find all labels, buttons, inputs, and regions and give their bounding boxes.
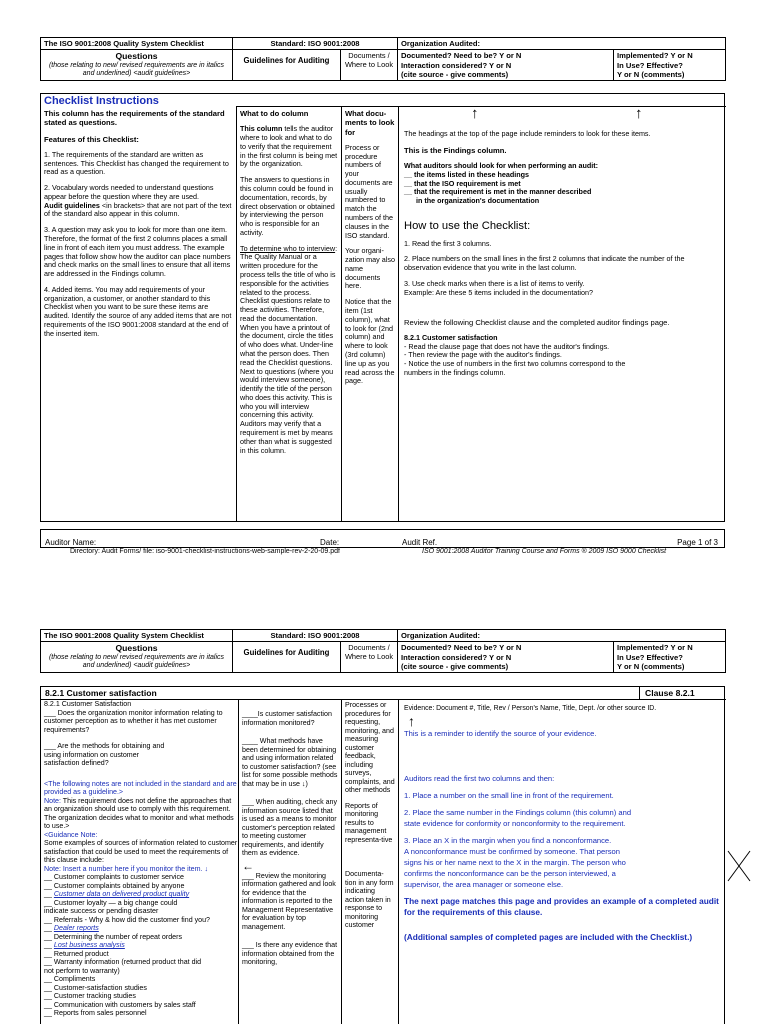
documents-header: Documents / Where to Look	[341, 642, 398, 673]
checklist-instructions-title: Checklist Instructions	[44, 95, 159, 107]
audit-ref-label: Audit Ref.	[402, 538, 438, 547]
checklist-title: The ISO 9001:2008 Quality System Checklist	[41, 630, 233, 642]
date-label: Date:	[320, 538, 340, 547]
customer-satisfaction-title: 8.2.1 Customer satisfaction	[45, 688, 157, 698]
list-item: __ Determining the number of repeat orders	[44, 932, 183, 941]
page2-header-table	[40, 629, 726, 673]
list-item: __ Returned product	[44, 949, 109, 958]
customer-satisfaction-sources-list	[44, 873, 238, 1018]
list-item: __ Referrals - Why & how did the customer find you?	[44, 915, 211, 924]
how-to-use-title: How to use the Checklist:	[404, 219, 531, 232]
page1-footer	[40, 529, 725, 548]
list-item: __ Customer tracking studies	[44, 992, 136, 1000]
documents-header: Documents / Where to Look	[341, 50, 398, 81]
standard-label: Standard: ISO 9001:2008	[233, 630, 398, 642]
list-item: __ Compliments	[44, 975, 96, 983]
page2-findings-column: Evidence: Document #, Title, Rev / Person's Name, Title, Dept. /or other source ID. ↑ This is a reminder to identify the source of your evidence. Auditors read the first two columns and then: 1. Place a number on the small line in front of the requirement. 2. Place the same number in the Findings column (this column) and state evidence for conformity or nonconformity to the requirement. 3. Place an X in the margin when you find a nonconformance. A nonconformance must be confirmed by someone. That person signs his or her name next to the X in the margin. The person who confirms the nonconformance can be the person interviewed, a supervisor, the area manager or someone else. The next page matches this page and provides an example of a completed audit for the requirements of this clause. (Additional samples of completed pages are included with the Checklist.)	[398, 699, 726, 1024]
standard-label: Standard: ISO 9001:2008	[233, 38, 398, 50]
organization-audited-label: Organization Audited:	[398, 630, 726, 642]
documented-header: Documented? Need to be? Y or N Interaction considered? Y or N (cite source - give comments)	[398, 642, 614, 673]
questions-header: Questions (those relating to new/ revised requirements are in italics and underlined) <audit guidelines>	[41, 50, 233, 81]
list-item: __ Customer data on delivered product quality	[44, 890, 190, 898]
page1-body	[40, 93, 725, 522]
guidelines-header: Guidelines for Auditing	[233, 50, 341, 81]
implemented-header: Implemented? Y or N In Use? Effective? Y or N (comments)	[614, 50, 726, 81]
directory-path: Directory: Audit Forms/ file: iso-9001-checklist-instructions-web-sample-rev-2-20-09.pdf	[70, 548, 340, 555]
arrow-left-icon: ←	[242, 858, 254, 873]
guidelines-header: Guidelines for Auditing	[233, 642, 341, 673]
arrow-up-icon: ↑	[635, 106, 643, 122]
page2-what-to-do-column: ____Is customer satisfaction information monitored? ____ What methods have been determined for obtaining and using information related to customer satisfaction? (see list for some possible methods that may be in use ↓) ___ When auditing, check any information source listed that is used as a means to monitor customer's perception related to meeting customer requirements, and identify them as evidence. ← ___ Review the monitoring information gathered and look for evidence that the information is reported to the Management Representative for evaluation by top management. ___ Is there any evidence that information obtained from the monitoring,	[238, 699, 341, 1024]
documented-header: Documented? Need to be? Y or N Interaction considered? Y or N (cite source - give comments)	[398, 50, 614, 81]
implemented-header: Implemented? Y or N In Use? Effective? Y or N (comments)	[614, 642, 726, 673]
page-number: Page 1 of 3	[677, 538, 718, 547]
list-item: __ Customer complaints obtained by anyone	[44, 881, 185, 890]
page2-body	[40, 686, 725, 1024]
organization-audited-label: Organization Audited:	[398, 38, 726, 50]
nonconformance-x-mark	[727, 850, 751, 882]
arrow-up-icon: ↑	[408, 713, 415, 729]
page2-documents-column: Processes or procedures for requesting, monitoring, and measuring customer feedback, including surveys, complaints, and other methods Reports of monitoring results to management representa-tive Documenta-tion in any form indicating action taken in response to monitoring customer	[341, 699, 398, 1024]
list-item: __ Lost business analysis	[44, 941, 125, 949]
auditor-name-label: Auditor Name:	[45, 538, 97, 547]
page1-documents-column: What docu-ments to look for Process or procedure numbers of your documents are usually numbered to match the numbers of the clauses in the ISO standard. Your organi-zation may also name documents here. Notice that the item (1st column), what to look for (2nd column) and where to look (3rd column) line up as you read across the page.	[341, 106, 398, 521]
list-item: __ Customer loyalty — a big change could indicate success or pending disaster	[44, 898, 178, 915]
page1-requirements-column: This column has the requirements of the standard stated as questions. Features of this Checklist: 1. The requirements of the standard are written as sentences. This Checklist has changed the requirement to read as a question. 2. Vocabulary words needed to understand questions appear before the question where they are used. Audit guidelines <in brackets> that are not part of the text of the standard also appear in this column. 3. A question may ask you to look for more than one item. Therefore, the format of the first 2 columns places a small line in front of each item you must address. The example pages that follow show how the auditor can place numbers and check marks on the small lines to ensure that all items are addressed in the Findings column. 4. Added items. You may add requirements of your organization, a customer, or another standard to this Checklist when you want to be sure these items are audited. Identify the source of any added items that are not requirements of the ISO 9001:2008 standard at the end of the inserted item.	[44, 109, 232, 338]
page1-what-to-do-column: What to do column This column tells the auditor where to look and what to do to verify that the requirement in the first column is being met by the organization. The answers to questions in this column could be found in documentation, records, by direct observation or obtained by interviewing the person who is responsible for an activity. To determine who to interview: The Quality Manual or a written procedure for the process tells the title of who is responsible for the activities related to the process. Checklist questions relate to these activities. Therefore, read the documentation. When you have a printout of the document, circle the titles of who does what. Under-line what the person does. Then read the Checklist questions. Next to questions (where you would interview someone), identify the title of the person who does this activity. This is who you will interview concerning this activity. Auditors may verify that a requirement is met by means other than what is suggested in this column.	[236, 106, 341, 521]
checklist-title: The ISO 9001:2008 Quality System Checklist	[41, 38, 233, 50]
list-item: __ Dealer reports	[44, 924, 99, 932]
list-item: __ Communication with customers by sales staff	[44, 1000, 196, 1009]
list-item: __ Warranty information (returned product that did not perform to warranty)	[44, 958, 202, 975]
page1-findings-column: ↑ ↑ The headings at the top of the page include reminders to look for these items. This is the Findings column. What auditors should look for when performing an audit: __ the items listed in these headings __ that the ISO requirement is met __ that the requirement is met in the manner described in the organization's documentation How to use the Checklist: 1. Read the first 3 columns. 2. Place numbers on the small lines in the first 2 columns that indicate the number of the observation evidence that you write in the last column. 3. Use check marks when there is a list of items to verify. Example: Are these 5 items included in the documentation? Review the following Checklist clause and the completed auditor findings page. 8.2.1 Customer satisfaction - Read the clause page that does not have the auditor's findings. - Then review the page with the auditor's findings. - Notice the use of numbers in the first two columns correspond to the numbers in the findings column.	[398, 106, 726, 521]
arrow-up-icon: ↑	[471, 106, 479, 122]
page2-requirements-column: 8.2.1 Customer Satisfaction ___ Does the organization monitor information relating to customer perception as to whether it has met customer requirements? ___ Are the methods for obtaining and using information on customer satisfaction defined? <The following notes are not included in the standard and are provided as a guideline.> Note: This requirement does not define the approaches that an organization should use to comply with this requirement. The organization decides what to monitor and what methods to use.> <Guidance Note: Some examples of sources of information related to customer satisfaction that could be used to meet the requirements of this clause include: Note: Insert a number here if you monitor the item. ↓ __ Customer complaints to customer service __ Customer complaints obtained by anyone __ Customer data on delivered product quality __ Customer loyalty — a big change could indicate success or pending disaster __ Referrals - Why & how did the customer find you? __ Dealer reports __ Determining the number of repeat orders __ Lost business analysis __ Returned product __ Warranty information (returned product that did not perform to warranty) __ Compliments __ Customer-satisfaction studies __ Customer tracking studies __ Communication with customers by sales staff __ Reports from sales personnel	[44, 700, 238, 1017]
list-item: __ Customer complaints to customer service	[44, 873, 184, 881]
clause-number: Clause 8.2.1	[645, 688, 695, 698]
page1-header-table	[40, 37, 726, 81]
list-item: __ Reports from sales personnel	[44, 1009, 147, 1017]
list-item: __ Customer-satisfaction studies	[44, 983, 147, 992]
questions-header: Questions (those relating to new/ revised requirements are in italics and underlined) <audit guidelines>	[41, 642, 233, 673]
course-credit: ISO 9001:2008 Auditor Training Course and Forms ® 2009 ISO 9000 Checklist	[422, 548, 667, 555]
